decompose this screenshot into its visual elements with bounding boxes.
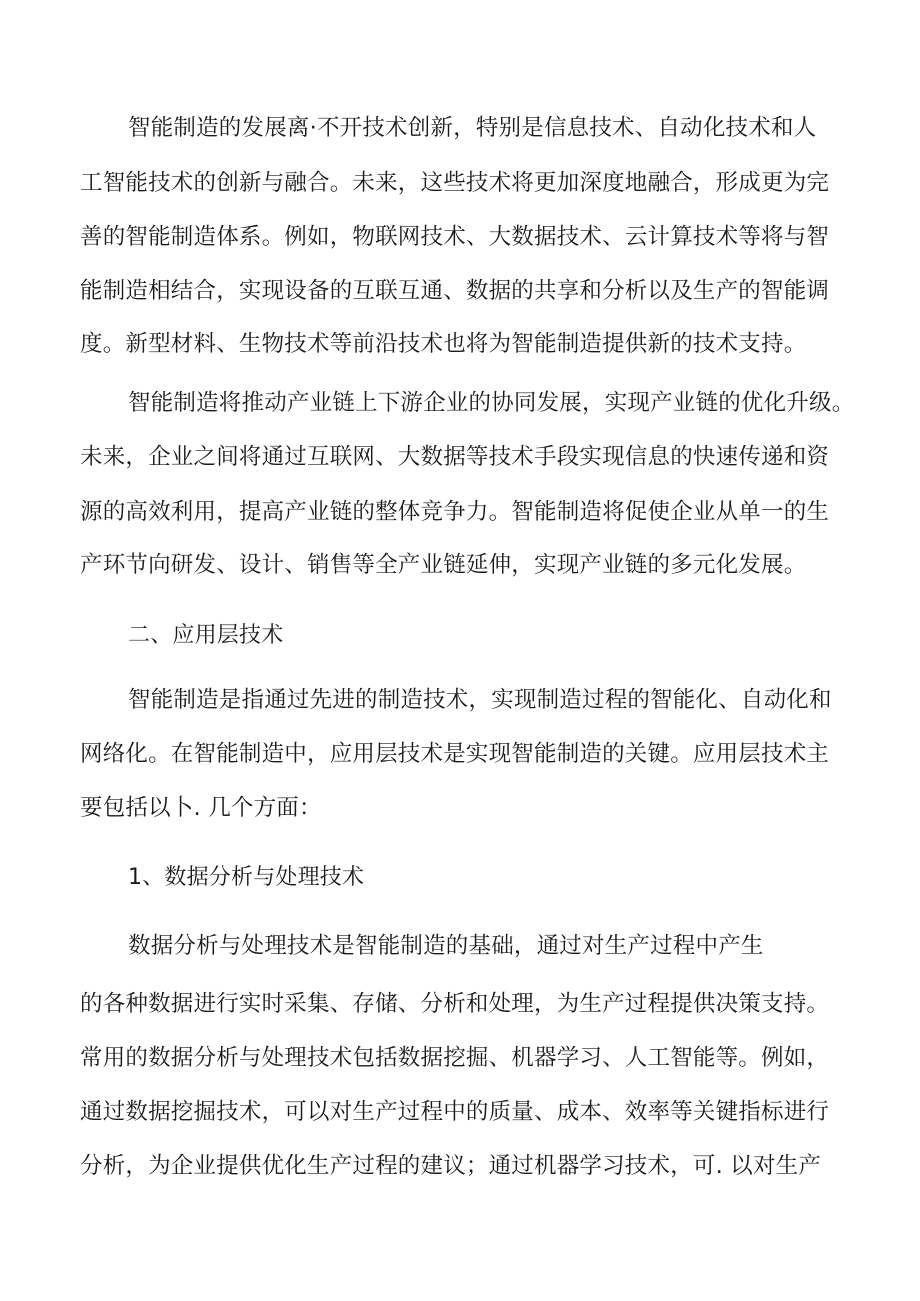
paragraph-line: 源的高效利用，提高产业链的整体竞争力。智能制造将促使企业从单一的生 <box>80 499 830 525</box>
paragraph-line: 分析，为企业提供优化生产过程的建议；通过机器学习技术，可. 以对生产 <box>80 1153 822 1179</box>
paragraph-line: 数据分析与处理技术是智能制造的基础，通过对生产过程中产生 <box>128 933 764 959</box>
paragraph-line: 能制造相结合，实现设备的互联互通、数据的共享和分析以及生产的智能调 <box>80 278 830 304</box>
paragraph-line: 智能制造的发展离·不开技术创新，特别是信息技术、自动化技术和人 <box>128 115 817 141</box>
paragraph-line: 度。新型材料、生物技术等前沿技术也将为智能制造提供新的技术支持。 <box>80 331 807 357</box>
paragraph-line: 智能制造将推动产业链上下游企业的协同发展，实现产业链的优化升级。 <box>128 390 855 416</box>
paragraph-line: 常用的数据分析与处理技术包括数据挖掘、机器学习、人工智能等。例如， <box>80 1045 830 1071</box>
paragraph-line: 善的智能制造体系。例如，物联网技术、大数据技术、云计算技术等将与智 <box>80 224 830 250</box>
subheading: 1、数据分析与处理技术 <box>128 865 365 890</box>
paragraph-line: 产环节向研发、设计、销售等全产业链延伸，实现产业链的多元化发展。 <box>80 552 807 578</box>
paragraph-line: 智能制造是指通过先进的制造技术，实现制造过程的智能化、自动化和 <box>128 687 832 713</box>
paragraph-line: 的各种数据进行实时采集、存储、分析和处理，为生产过程提供决策支持。 <box>80 991 830 1017</box>
paragraph-line: 未来，企业之间将通过互联网、大数据等技术手段实现信息的快速传递和资 <box>80 444 830 470</box>
paragraph-line: 通过数据挖掘技术，可以对生产过程中的质量、成本、效率等关键指标进行 <box>80 1099 830 1125</box>
paragraph-line: 网络化。在智能制造中，应用层技术是实现智能制造的关键。应用层技术主 <box>80 741 830 767</box>
paragraph-line: 要包括以卜. 几个方面： <box>80 795 322 821</box>
paragraph-line: 工智能技术的创新与融合。未来，这些技术将更加深度地融合，形成更为完 <box>80 170 830 196</box>
section-heading: 二、应用层技术 <box>128 623 284 648</box>
